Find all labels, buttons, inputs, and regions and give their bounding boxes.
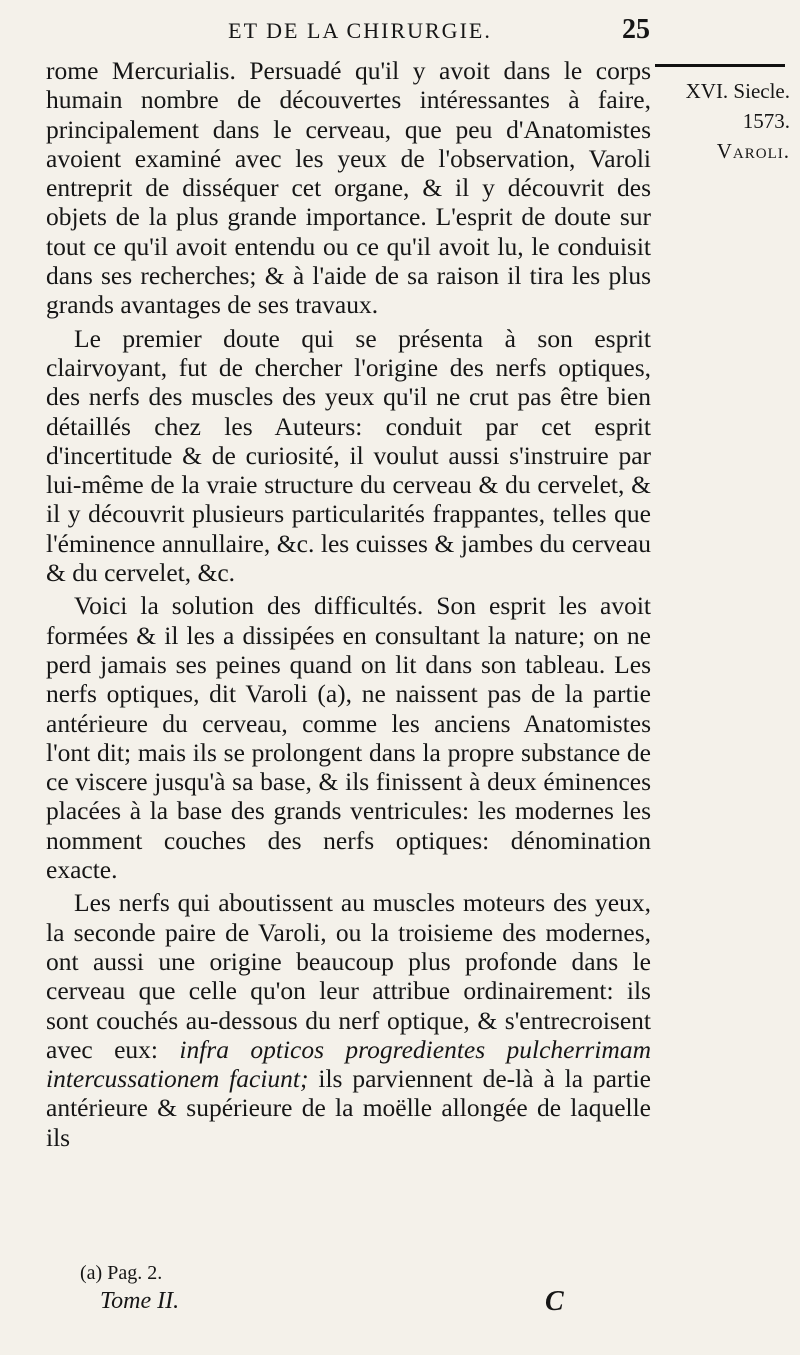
- body-text: [46, 56, 651, 1152]
- margin-rule: [655, 64, 785, 67]
- tome-label: Tome II.: [100, 1288, 180, 1314]
- signature-mark: C: [545, 1286, 564, 1317]
- margin-note: [650, 76, 790, 166]
- paragraph-4: [46, 888, 651, 1152]
- margin-author: Varoli.: [716, 139, 790, 163]
- margin-year: 1573.: [742, 109, 790, 133]
- paragraph-1: rome Mercurialis. Persuadé qu'il y avoit dans le corps humain nombre de découvertes intéressantes à faire, principalement dans le cerveau, que peu d'Anatomistes avoient examiné avec les yeux de l'observation, Varoli entreprit de disséquer cet organe, & il y découvrit des objets de la plus grande importance. L'esprit de doute sur tout ce qu'il avoit entendu ou ce qu'il avoit lu, le conduisit dans ses recherches; & à l'aide de sa raison il tira les plus grands avantages de ses travaux.: [46, 56, 651, 320]
- page-number: 25: [622, 14, 650, 45]
- paragraph-2: Le premier doute qui se présenta à son esprit clairvoyant, fut de chercher l'origine des nerfs optiques, des nerfs des muscles des yeux qu'il ne crut pas être bien détaillés chez les Auteurs: conduit par cet esprit d'incertitude & de curiosité, il voulut aussi s'instruire par lui-même de la vraie structure du cerveau & du cervelet, & il y découvrit plusieurs particularités frappantes, telles que l'éminence annullaire, &c. les cuisses & jambes du cerveau & du cervelet, &c.: [46, 323, 651, 588]
- paragraph-4-after: ils parviennent de-là à la partie antérieure & supérieure de la moëlle allongée de laquelle ils: [46, 1064, 651, 1152]
- latin-quote: infra opticos progredientes pulcherrimam intercussationem faciunt;: [46, 1034, 652, 1094]
- footnote: (a) Pag. 2.: [80, 1262, 163, 1284]
- paragraph-3: Voici la solution des difficultés. Son esprit les avoit formées & il les a dissipées en consultant la nature; on ne perd jamais ses peines quand on lit dans son tableau. Les nerfs optiques, dit Varoli (a), ne naissent pas de la partie antérieure du cerveau, comme les anciens Anatomistes l'ont dit; mais ils se prolongent dans la propre substance de ce viscere jusqu'à sa base, & ils finissent à deux éminences placées à la base des grands ventricules: les modernes les nomment couches des nerfs optiques: dénomination exacte.: [46, 591, 651, 885]
- margin-century: XVI. Siecle.: [685, 79, 790, 103]
- running-head: ET DE LA CHIRURGIE.: [228, 18, 492, 43]
- paragraph-4-text: Les nerfs qui aboutissent au muscles moteurs des yeux, la seconde paire de Varoli, ou la troisieme des modernes, ont aussi une origine beaucoup plus profonde dans le cerveau que celle qu'on leur attribue ordinairement: ils sont couchés au-dessous du nerf optique, & s'entrecroisent avec eux:: [46, 888, 651, 1064]
